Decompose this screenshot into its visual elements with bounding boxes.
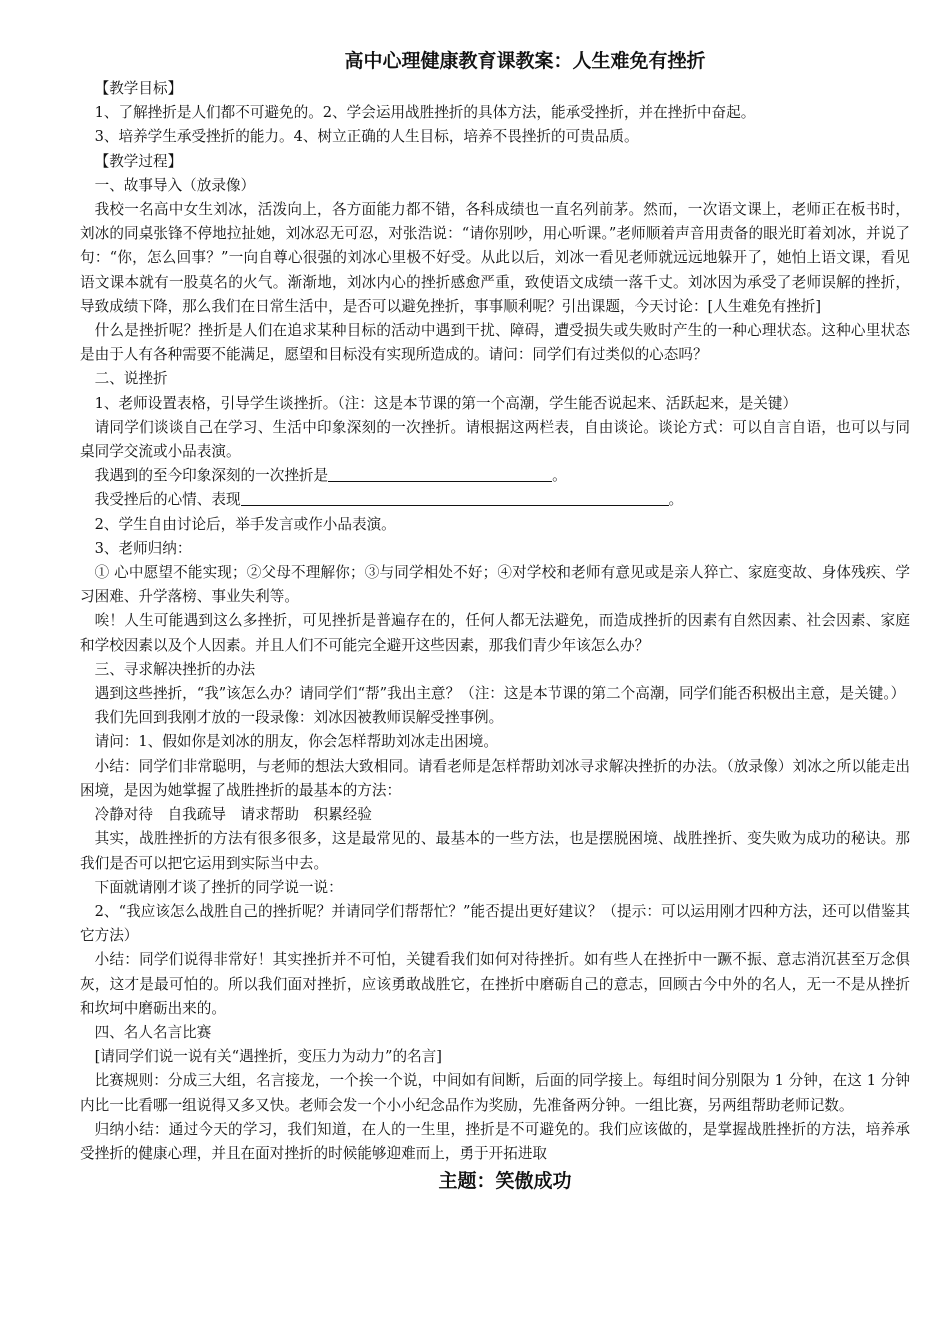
fill-line-1-end: 。 bbox=[552, 467, 567, 485]
goals-heading: 【教学目标】 bbox=[94, 80, 183, 97]
section-3-para-6: 下面就请刚才谈了挫折的同学说一说： bbox=[94, 878, 343, 896]
document-page bbox=[80, 46, 910, 1196]
fill-line-1 bbox=[80, 464, 910, 488]
section-3-para-3: 请问：1、假如你是刘冰的朋友，你会怎样帮助刘冰走出困境。 bbox=[94, 733, 498, 751]
fill-line-2-end: 。 bbox=[668, 491, 684, 509]
section-2-item-2: 2、学生自由讨论后，举手发言或作小品表演。 bbox=[94, 515, 396, 533]
section-4-para-1: [请同学们说一说有关“遇挫折，变压力为动力”的名言] bbox=[94, 1048, 442, 1066]
section-2-summary-list: ① 心中愿望不能实现；②父母不理解你；③与同学相处不好；④对学校和老师有意见或是亲人猝亡、家庭变故、身体残疾、学习困难、升学落榜、事业失利等。 bbox=[80, 564, 910, 606]
section-2-item-1: 1、老师设置表格，引导学生谈挫折。（注：这是本节课的第一个高潮，学生能否说起来、活跃起来，是关键） bbox=[94, 394, 798, 412]
section-1-story: 我校一名高中女生刘冰，活泼向上，各方面能力都不错，各科成绩也一直名列前茅。然而，一次语文课上，老师正在板书时，刘冰的同桌张锋不停地拉扯她，刘冰忍无可忍，对张浩说：“请你别吵，用心听课。”老师顺着声音用责备的眼光盯着刘冰，并说了句：“你，怎么回事？”一向自尊心很强的刘冰心里极不好受。从此以后，刘冰一看见老师就远远地躲开了，她怕上语文课，看见语文课本就有一股莫名的火气。渐渐地，刘冰内心的挫折感愈严重，致使语文成绩一落千丈。刘冰因为承受了老师误解的挫折，导致成绩下降，那么我们在日常生活中，是否可以避免挫折，事事顺利呢？引出课题，今天讨论：[人生难免有挫折] bbox=[80, 201, 910, 315]
section-3-para-7: 2、“我应该怎么战胜自己的挫折呢？并请同学们帮帮忙？”能否提出更好建议？（提示：可以运用刚才四种方法，还可以借鉴其它方法） bbox=[80, 902, 910, 945]
fill-line-1-label: 我遇到的至今印象深刻的一次挫折是 bbox=[94, 467, 329, 485]
section-2-conclusion: 唉！人生可能遇到这么多挫折，可见挫折是普遍存在的，任何人都无法避免，而造成挫折的因素有自然因素、社会因素、家庭和学校因素以及个人因素。并且人们不可能完全避开这些因素，那我们青少年该怎么办？ bbox=[80, 612, 910, 654]
section-2-item-3: 3、老师归纳： bbox=[94, 539, 192, 557]
section-3-methods: 冷静对待 自我疏导 请求帮助 积累经验 bbox=[94, 806, 372, 824]
section-3-heading: 三、寻求解决挫折的办法 bbox=[94, 660, 256, 678]
fill-blank-2 bbox=[241, 489, 669, 506]
section-4-rules: 比赛规则：分成三大组，名言接龙，一个挨一个说，中间如有间断，后面的同学接上。每组时间分别限为 1 分钟，在这 1 分钟内比一比看哪一组说得又多又快。老师会发一个小小纪念品作为奖励，先准备两分钟。一组比赛，另两组帮助老师记数。 bbox=[80, 1072, 910, 1114]
section-1-definition: 什么是挫折呢？挫折是人们在追求某种目标的活动中遇到干扰、障碍，遭受损失或失败时产生的一种心理状态。这种心里状态是由于人有各种需要不能满足，愿望和目标没有实现所造成的。请问：同学们有过类似的心态吗？ bbox=[80, 322, 910, 364]
document-title: 高中心理健康教育课教案：人生难免有挫折 bbox=[344, 50, 706, 72]
section-4-heading: 四、名人名言比赛 bbox=[94, 1023, 212, 1041]
process-heading: 【教学过程】 bbox=[94, 152, 183, 170]
goal-line-2: 3、培养学生承受挫折的能力。4、树立正确的人生目标，培养不畏挫折的可贵品质。 bbox=[94, 128, 639, 146]
fill-blank-1 bbox=[328, 465, 552, 482]
section-3-para-2: 我们先回到我刚才放的一段录像：刘冰因被教师误解受挫事例。 bbox=[94, 709, 504, 727]
footer-theme-title: 主题：笑傲成功 bbox=[438, 1170, 572, 1193]
section-2-instructions: 请同学们谈谈自己在学习、生活中印象深刻的一次挫折。请根据这两栏表，自由谈论。谈论方式：可以自言自语，也可以与同桌同学交流或小品表演。 bbox=[80, 418, 910, 461]
section-4-summary: 归纳小结：通过今天的学习，我们知道，在人的一生里，挫折是不可避免的。我们应该做的，是掌握战胜挫折的方法，培养承受挫折的健康心理，并且在面对挫折的时候能够迎难而上，勇于开拓进取 bbox=[80, 1120, 910, 1162]
section-3-para-1: 遇到这些挫折，“我”该怎么办？请同学们“帮”我出主意？（注：这是本节课的第二个高潮，同学们能否积极出主意，是关键。） bbox=[94, 685, 906, 703]
section-1-heading: 一、故事导入（放录像） bbox=[94, 176, 256, 194]
section-2-heading: 二、说挫折 bbox=[94, 370, 168, 388]
fill-line-2 bbox=[80, 488, 910, 512]
fill-line-2-label: 我受挫后的心情、表现 bbox=[94, 491, 241, 509]
section-3-para-4: 小结：同学们非常聪明，与老师的想法大致相同。请看老师是怎样帮助刘冰寻求解决挫折的办法。（放录像）刘冰之所以能走出困境，是因为她掌握了战胜挫折的最基本的方法： bbox=[80, 757, 910, 799]
section-3-para-8: 小结：同学们说得非常好！其实挫折并不可怕，关键看我们如何对待挫折。如有些人在挫折中一蹶不振、意志消沉甚至万念俱灰，这才是最可怕的。所以我们面对挫折，应该勇敢战胜它，在挫折中磨砺自己的意志，回顾古今中外的名人，无一不是从挫折和坎坷中磨砺出来的。 bbox=[80, 951, 910, 1017]
goal-line-1: 1、了解挫折是人们都不可避免的。2、学会运用战胜挫折的具体方法，能承受挫折，并在挫折中奋起。 bbox=[94, 104, 756, 122]
section-3-para-5: 其实，战胜挫折的方法有很多很多，这是最常见的、最基本的一些方法，也是摆脱困境、战胜挫折、变失败为成功的秘诀。那我们是否可以把它运用到实际当中去。 bbox=[80, 830, 910, 872]
